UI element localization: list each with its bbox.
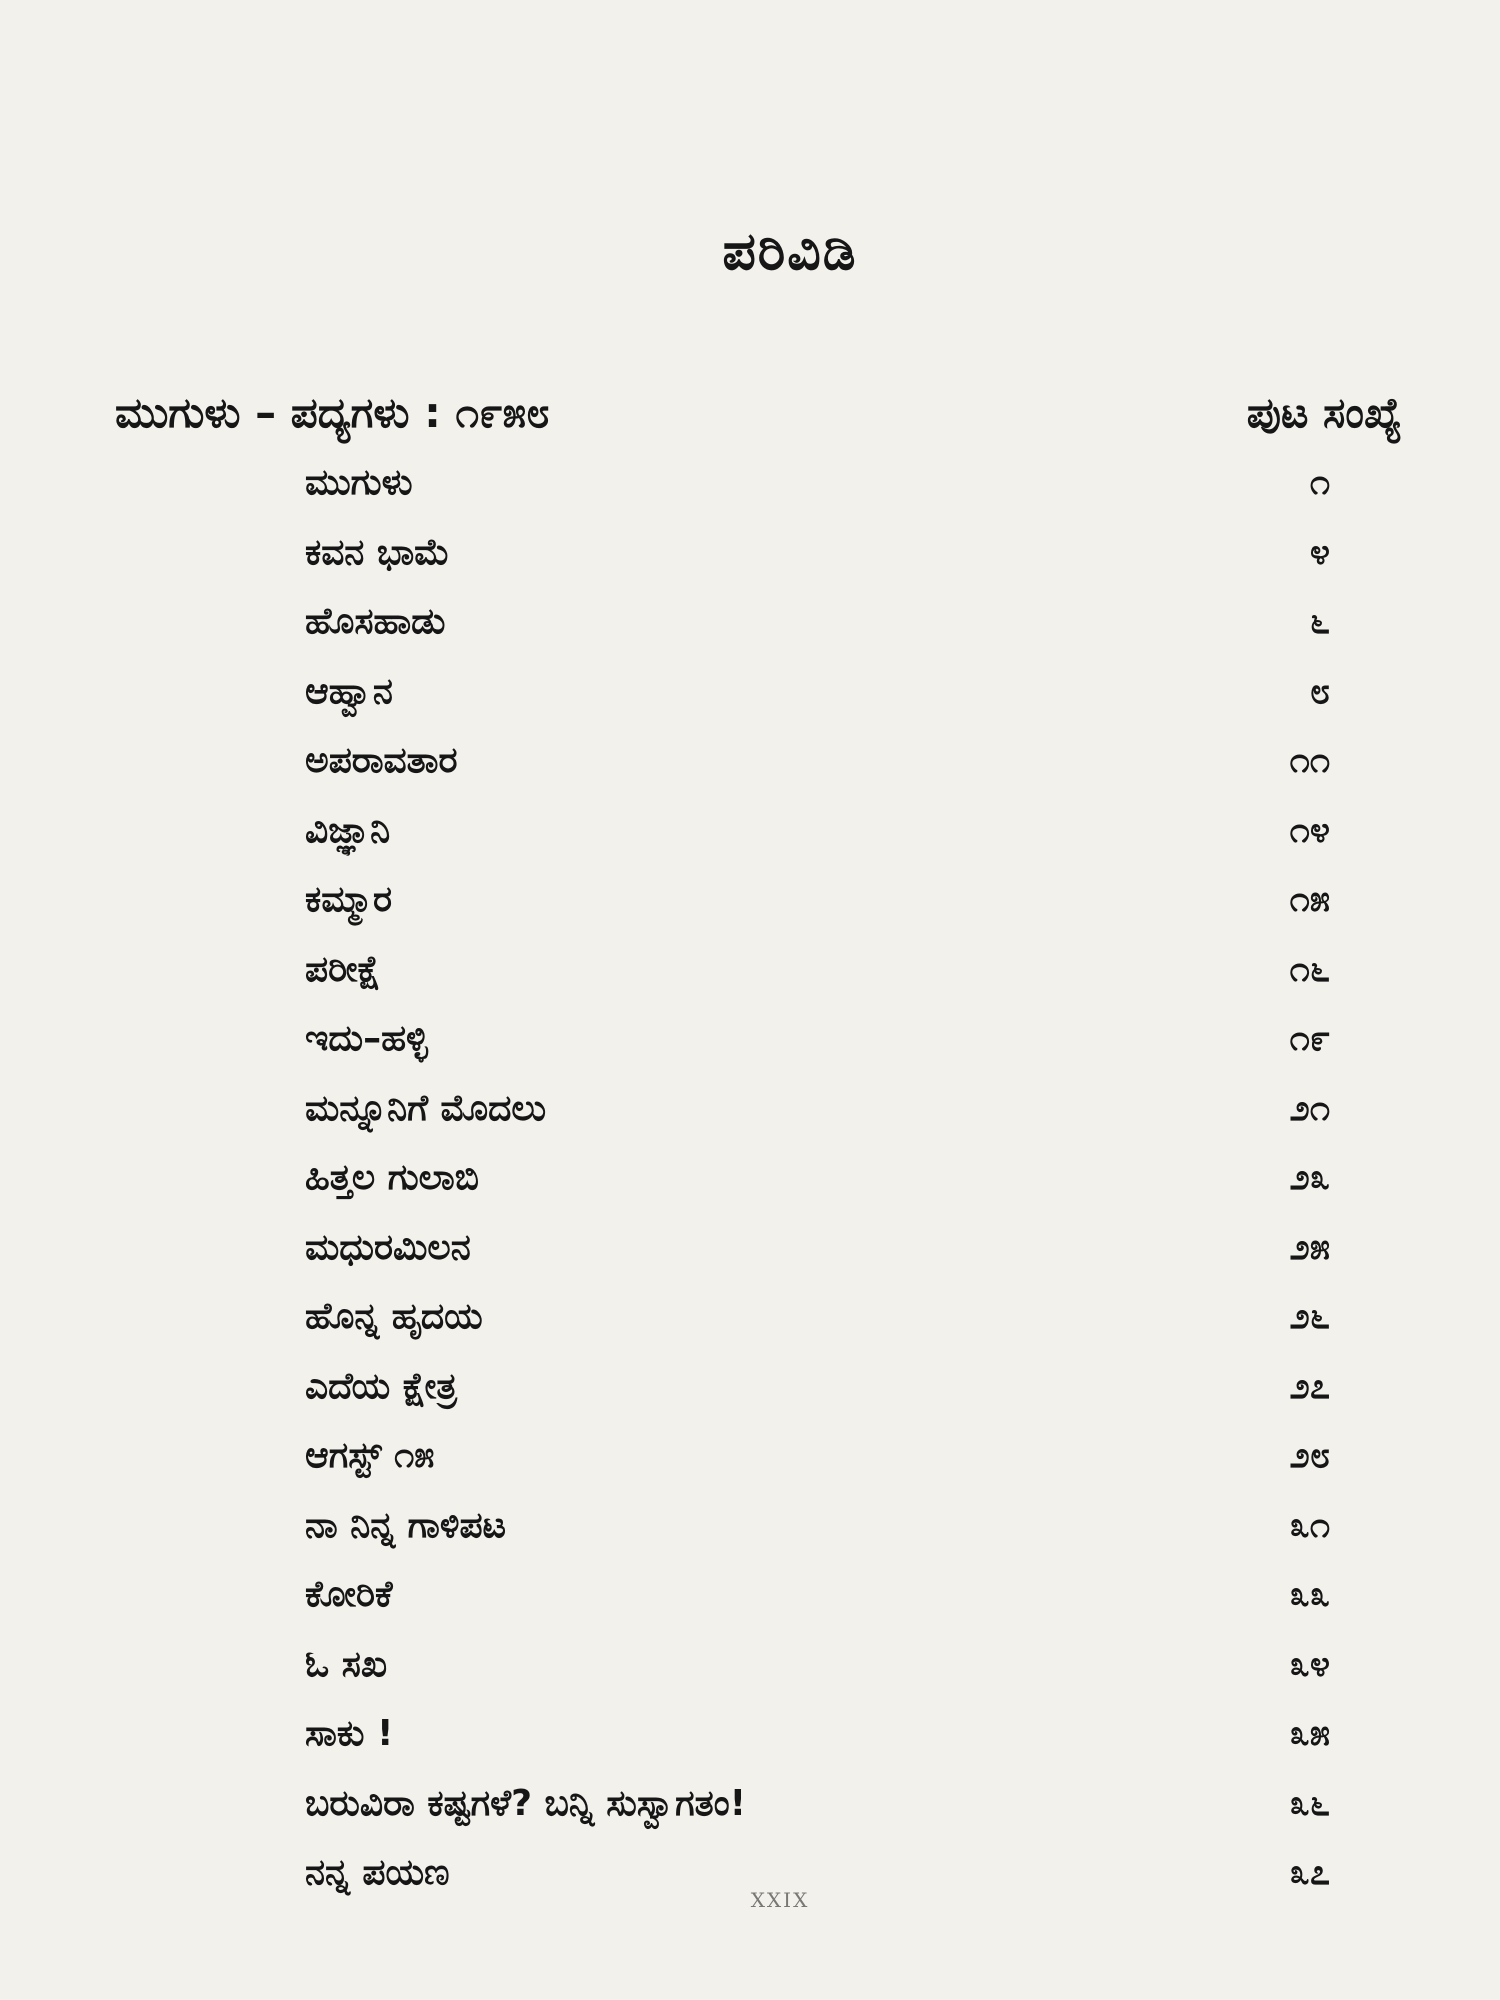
entry-title: ಹೊಸಹಾಡು xyxy=(305,601,446,642)
section-header xyxy=(115,388,1402,438)
entry-title: ಸಾಕು ! xyxy=(305,1713,394,1754)
toc-entry xyxy=(305,1296,1330,1366)
entry-title: ಹೊನ್ನ ಹೃದಯ xyxy=(305,1296,483,1337)
entry-page: ೩೧ xyxy=(1289,1504,1330,1546)
toc-entry xyxy=(305,1018,1330,1088)
entry-title: ವಿಜ್ಞಾನಿ xyxy=(305,809,391,851)
entry-page: ೧ xyxy=(1309,462,1330,503)
entry-page: ೨೩ xyxy=(1289,1157,1330,1198)
toc-entry xyxy=(305,1713,1330,1783)
entry-page: ೧೬ xyxy=(1289,948,1330,990)
toc-entry xyxy=(305,740,1330,810)
entry-page: ೮ xyxy=(1309,670,1330,712)
toc-entry xyxy=(305,1783,1330,1853)
entry-title: ಇದು–ಹಳ್ಳಿ xyxy=(305,1018,428,1059)
section-heading: ಮುಗುಳು – ಪದ್ಯಗಳು : ೧೯೫೮ xyxy=(115,388,550,437)
entry-title: ಪರೀಕ್ಷೆ xyxy=(305,948,381,990)
entry-page: ೩೫ xyxy=(1289,1713,1330,1754)
toc-entry xyxy=(305,671,1330,741)
page-title: ಪರಿವಿಡಿ xyxy=(722,222,858,282)
entry-page: ೩೩ xyxy=(1289,1574,1330,1615)
entry-page: ೨೮ xyxy=(1289,1435,1330,1476)
entry-title: ಹಿತ್ತಲ ಗುಲಾಬಿ xyxy=(305,1157,479,1198)
entry-title: ಮನ್ನೂನಿಗೆ ಮೊದಲು xyxy=(305,1087,547,1129)
entry-title: ಬರುವಿರಾ ಕಷ್ಟಗಳೆ? ಬನ್ನಿ ಸುಸ್ವಾಗತಂ! xyxy=(305,1782,747,1824)
entry-title: ಆಹ್ವಾನ xyxy=(305,670,393,712)
entry-title: ಅಪರಾವತಾರ xyxy=(305,740,458,781)
entry-title: ನಾ ನಿನ್ನ ಗಾಳಿಪಟ xyxy=(305,1504,507,1546)
entry-page: ೧೫ xyxy=(1289,879,1330,920)
entry-page: ೬ xyxy=(1309,601,1330,642)
entry-page: ೨೭ xyxy=(1289,1365,1330,1407)
toc-entry xyxy=(305,462,1330,532)
toc-entry xyxy=(305,1505,1330,1575)
page-number-column-label: ಪುಟ ಸಂಖ್ಯೆ xyxy=(1246,388,1402,437)
page-footer-number: XXIX xyxy=(750,1888,810,1912)
entry-title: ಮುಗುಳು xyxy=(305,462,413,503)
entry-page: ೨೧ xyxy=(1289,1087,1330,1129)
entry-title: ನನ್ನ ಪಯಣ xyxy=(305,1852,450,1893)
entry-page: ೨೫ xyxy=(1289,1226,1330,1268)
entry-title: ಕೋರಿಕೆ xyxy=(305,1574,393,1615)
entry-page: ೩೪ xyxy=(1289,1643,1330,1685)
entry-page: ೧೪ xyxy=(1289,809,1330,851)
toc-entry xyxy=(305,949,1330,1019)
toc-entry xyxy=(305,879,1330,949)
toc-entry xyxy=(305,1435,1330,1505)
entry-title: ಆಗಸ್ಟ್ ೧೫ xyxy=(305,1435,435,1476)
toc-entry xyxy=(305,1088,1330,1158)
toc-entry xyxy=(305,1574,1330,1644)
entry-title: ಮಧುರಮಿಲನ xyxy=(305,1226,471,1268)
entry-page: ೧೧ xyxy=(1289,740,1330,781)
entry-title: ಕವನ ಭಾಮೆ xyxy=(305,531,450,573)
entry-page: ೧೯ xyxy=(1289,1018,1330,1059)
toc-list xyxy=(305,462,1330,1922)
entry-title: ಓ ಸಖ xyxy=(305,1643,388,1685)
toc-entry xyxy=(305,1157,1330,1227)
toc-entry xyxy=(305,601,1330,671)
entry-page: ೩೭ xyxy=(1289,1852,1330,1893)
toc-entry xyxy=(305,532,1330,602)
toc-entry xyxy=(305,810,1330,880)
entry-page: ೨೬ xyxy=(1289,1296,1330,1337)
entry-title: ಕಮ್ಮಾರ xyxy=(305,879,393,920)
toc-entry xyxy=(305,1227,1330,1297)
toc-entry xyxy=(305,1644,1330,1714)
entry-page: ೪ xyxy=(1309,531,1330,573)
entry-page: ೩೬ xyxy=(1289,1782,1330,1824)
toc-entry xyxy=(305,1366,1330,1436)
entry-title: ಎದೆಯ ಕ್ಷೇತ್ರ xyxy=(305,1365,457,1407)
